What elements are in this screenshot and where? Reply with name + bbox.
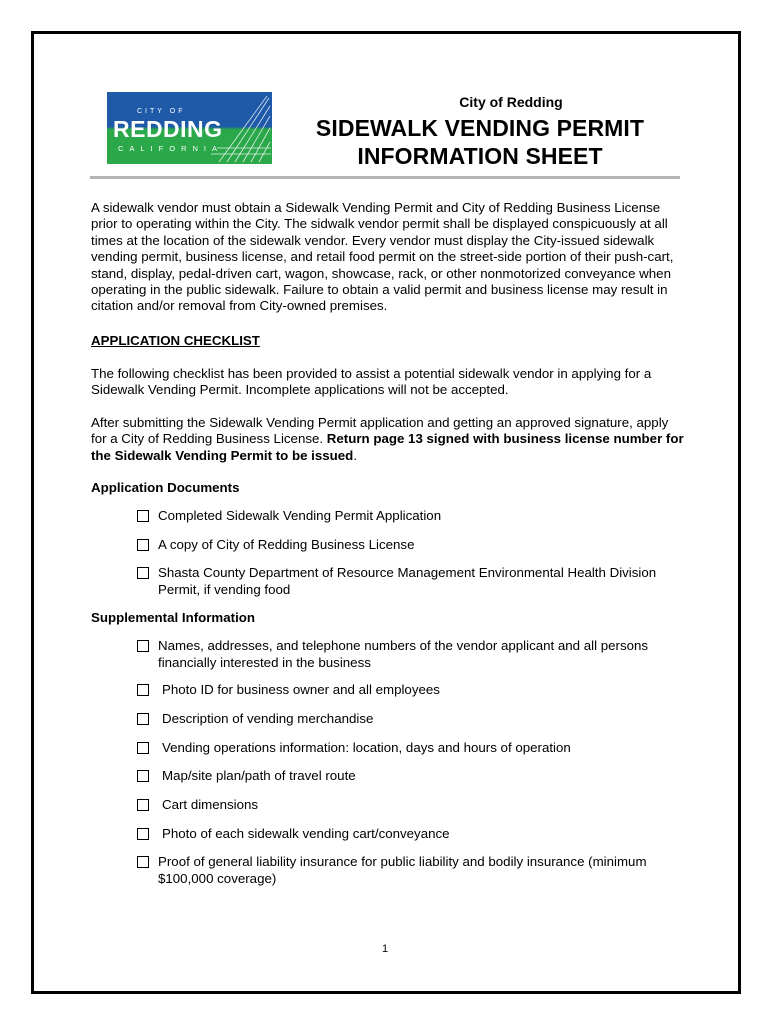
checkbox[interactable]	[137, 828, 149, 840]
checkbox[interactable]	[137, 510, 149, 522]
paragraph-2-bold: Return page 13 signed with business license number for the Sidewalk Vending Permit to be issued	[91, 431, 684, 463]
supplemental-item[interactable]	[137, 797, 687, 814]
page-number: 1	[381, 943, 389, 955]
supplemental-item-label: Names, addresses, and telephone numbers of the vendor applicant and all persons financially interested in the business	[158, 638, 649, 670]
supplemental-item-label: Description of vending merchandise	[162, 711, 374, 726]
supplemental-item[interactable]	[137, 854, 687, 887]
documents-item[interactable]	[137, 537, 687, 554]
documents-item-label: A copy of City of Redding Business License	[158, 537, 415, 552]
checkbox[interactable]	[137, 713, 149, 725]
supplemental-item[interactable]	[137, 711, 687, 728]
paragraph-2-start: After submitting the Sidewalk Vending Permit application and getting an approved signature, apply for a City of Redding Business License.	[91, 415, 669, 447]
supplemental-item-label: Proof of general liability insurance for public liability and bodily insurance (minimum $100,000 coverage)	[158, 854, 647, 886]
checkbox[interactable]	[137, 684, 149, 696]
intro-paragraph: A sidewalk vendor must obtain a Sidewalk Vending Permit and City of Redding Business License prior to operating within the City. The sidwalk vendor permit shall be displayed conspicuously at all times at the location of the sidewalk vendor. Every vendor must display the City-issued sidewalk vending permit, business license, and retail food permit on the street-side portion of their push-cart, stand, display, pedal-driven cart, wagon, showcase, rack, or other nonmotorized conveyance when operating in the public sidewalk. Failure to obtain a valid permit and business license may result in citation and/or removal from City-owned premises.	[91, 200, 674, 314]
documents-heading: Application Documents	[91, 480, 240, 495]
supplemental-item-label: Cart dimensions	[162, 797, 259, 812]
checkbox[interactable]	[137, 799, 149, 811]
documents-item[interactable]	[137, 565, 687, 598]
supplemental-item[interactable]	[137, 638, 687, 671]
supplemental-item-label: Photo of each sidewalk vending cart/conveyance	[162, 826, 450, 841]
logo-name: REDDING	[113, 116, 223, 142]
header-divider	[90, 176, 680, 179]
checklist-heading: APPLICATION CHECKLIST	[91, 333, 260, 348]
title-line-1: SIDEWALK VENDING PERMIT	[315, 115, 645, 141]
supplemental-item[interactable]	[137, 826, 687, 843]
checkbox[interactable]	[137, 539, 149, 551]
supplemental-item-label: Photo ID for business owner and all employees	[162, 682, 440, 697]
documents-item-label: Shasta County Department of Resource Management Environmental Health Division Permit, if vending food	[158, 565, 657, 597]
documents-item-label: Completed Sidewalk Vending Permit Application	[158, 508, 442, 523]
checkbox[interactable]	[137, 770, 149, 782]
city-of-redding-logo	[107, 92, 272, 164]
documents-item[interactable]	[137, 508, 687, 525]
logo-city-of: CITY OF	[137, 108, 186, 115]
supplemental-item[interactable]	[137, 682, 687, 699]
title-line-2: INFORMATION SHEET	[357, 143, 603, 169]
checkbox[interactable]	[137, 567, 149, 579]
supplemental-item-label: Map/site plan/path of travel route	[162, 768, 356, 783]
checklist-paragraph-1: The following checklist has been provided to assist a potential sidewalk vendor in applying for a Sidewalk Vending Permit. Incomplete applications will not be accepted.	[91, 366, 652, 398]
checkbox[interactable]	[137, 640, 149, 652]
header	[300, 94, 660, 170]
supplemental-item[interactable]	[137, 768, 687, 785]
paragraph-2-end: .	[353, 447, 358, 463]
supplemental-item[interactable]	[137, 740, 687, 757]
header-city: City of Redding	[459, 94, 563, 110]
logo-state: CALIFORNIA	[118, 144, 224, 153]
supplemental-item-label: Vending operations information: location, days and hours of operation	[162, 740, 571, 755]
checkbox[interactable]	[137, 742, 149, 754]
supplemental-heading: Supplemental Information	[91, 610, 256, 625]
checkbox[interactable]	[137, 856, 149, 868]
checklist-paragraph-2	[91, 415, 686, 464]
